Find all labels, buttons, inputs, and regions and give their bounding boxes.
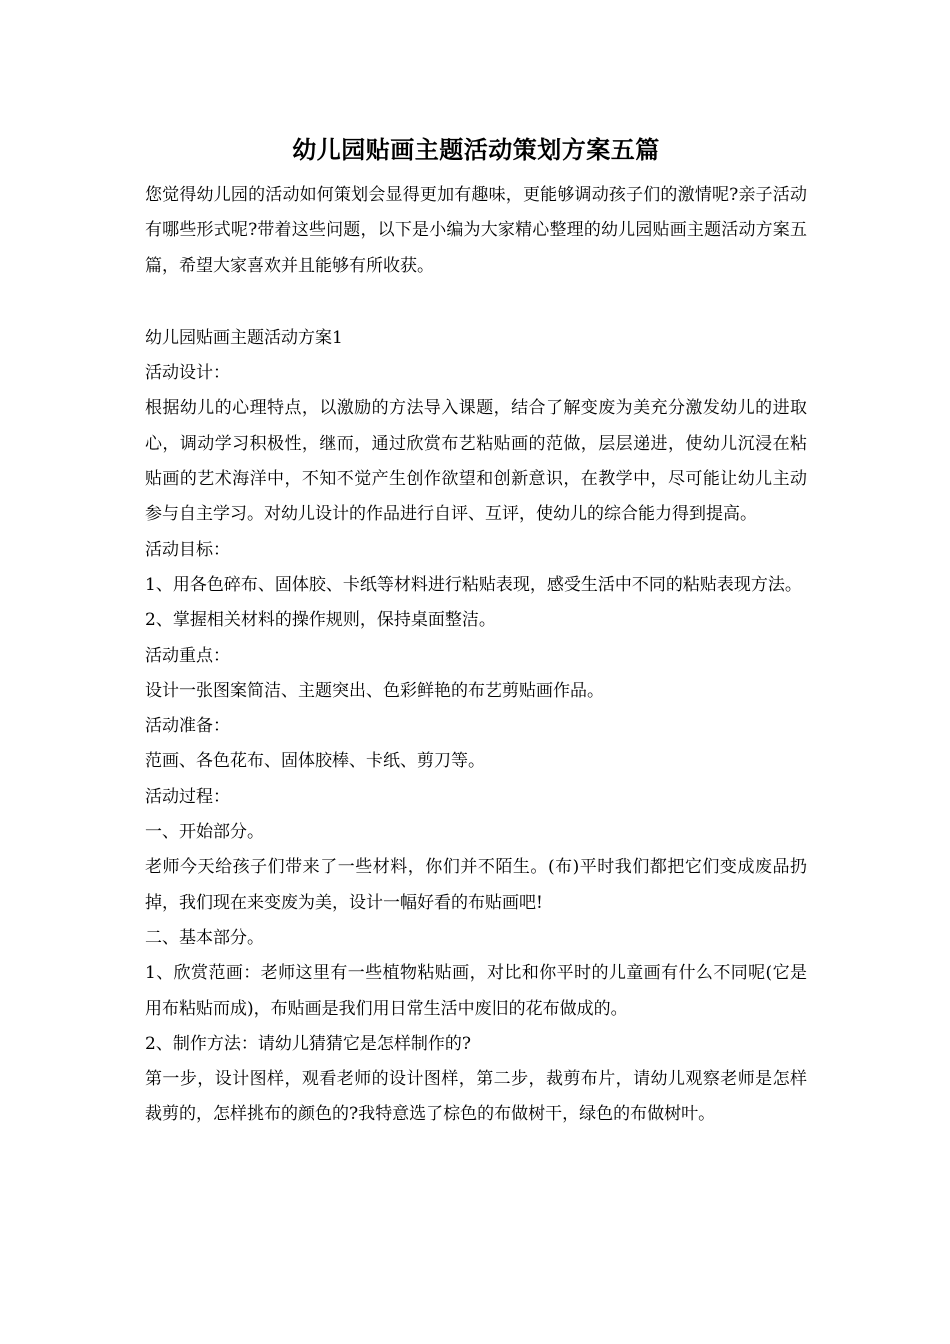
goal-item-1: 1、用各色碎布、固体胶、卡纸等材料进行粘贴表现，感受生活中不同的粘贴表现方法。 <box>145 574 802 595</box>
goal-item-2: 2、掌握相关材料的操作规则，保持桌面整洁。 <box>145 610 496 631</box>
document-title: 幼儿园贴画主题活动策划方案五篇 <box>292 135 660 164</box>
process-part-2-heading: 二、基本部分。 <box>145 927 264 948</box>
process-part-1-heading: 一、开始部分。 <box>145 822 264 843</box>
document-page <box>145 128 807 1133</box>
paragraph-design: 根据幼儿的心理特点，以激励的方法导入课题，结合了解变废为美充分激发幼儿的进取心，调动学习积极性，继而，通过欣赏布艺粘贴画的范做，层层递进，使幼儿沉浸在粘贴画的艺术海洋中，不知不觉产生创作欲望和创新意识，在教学中，尽可能让幼儿主动参与自主学习。对幼儿设计的作品进行自评、互评，使幼儿的综合能力得到提高。 <box>145 398 807 525</box>
label-activity-prep: 活动准备： <box>145 716 230 737</box>
process-step-1: 1、欣赏范画：老师这里有一些植物粘贴画，对比和你平时的儿童画有什么不同呢(它是用布粘贴而成)，布贴画是我们用日常生活中废旧的花布做成的。 <box>145 963 807 1019</box>
section-heading: 幼儿园贴画主题活动方案1 <box>145 327 343 348</box>
process-step-2-detail: 第一步，设计图样，观看老师的设计图样，第二步，裁剪布片，请幼儿观察老师是怎样裁剪的，怎样挑布的颜色的?我特意选了棕色的布做树干，绿色的布做树叶。 <box>145 1069 807 1125</box>
label-activity-goals: 活动目标： <box>145 539 230 560</box>
process-part-1-text: 老师今天给孩子们带来了一些材料，你们并不陌生。(布)平时我们都把它们变成废品扔掉，我们现在来变废为美，设计一幅好看的布贴画吧! <box>145 857 807 913</box>
label-activity-focus: 活动重点： <box>145 645 230 666</box>
intro-paragraph: 您觉得幼儿园的活动如何策划会显得更加有趣味，更能够调动孩子们的激情呢?亲子活动有哪些形式呢?带着这些问题，以下是小编为大家精心整理的幼儿园贴画主题活动方案五篇，希望大家喜欢并且能够有所收获。 <box>145 185 807 276</box>
process-step-2: 2、制作方法：请幼儿猜猜它是怎样制作的? <box>145 1033 471 1054</box>
label-activity-design: 活动设计： <box>145 363 230 384</box>
blank-line <box>145 284 807 321</box>
paragraph-prep: 范画、各色花布、固体胶棒、卡纸、剪刀等。 <box>145 751 485 772</box>
paragraph-focus: 设计一张图案简洁、主题突出、色彩鲜艳的布艺剪贴画作品。 <box>145 680 604 701</box>
label-activity-process: 活动过程： <box>145 786 230 807</box>
